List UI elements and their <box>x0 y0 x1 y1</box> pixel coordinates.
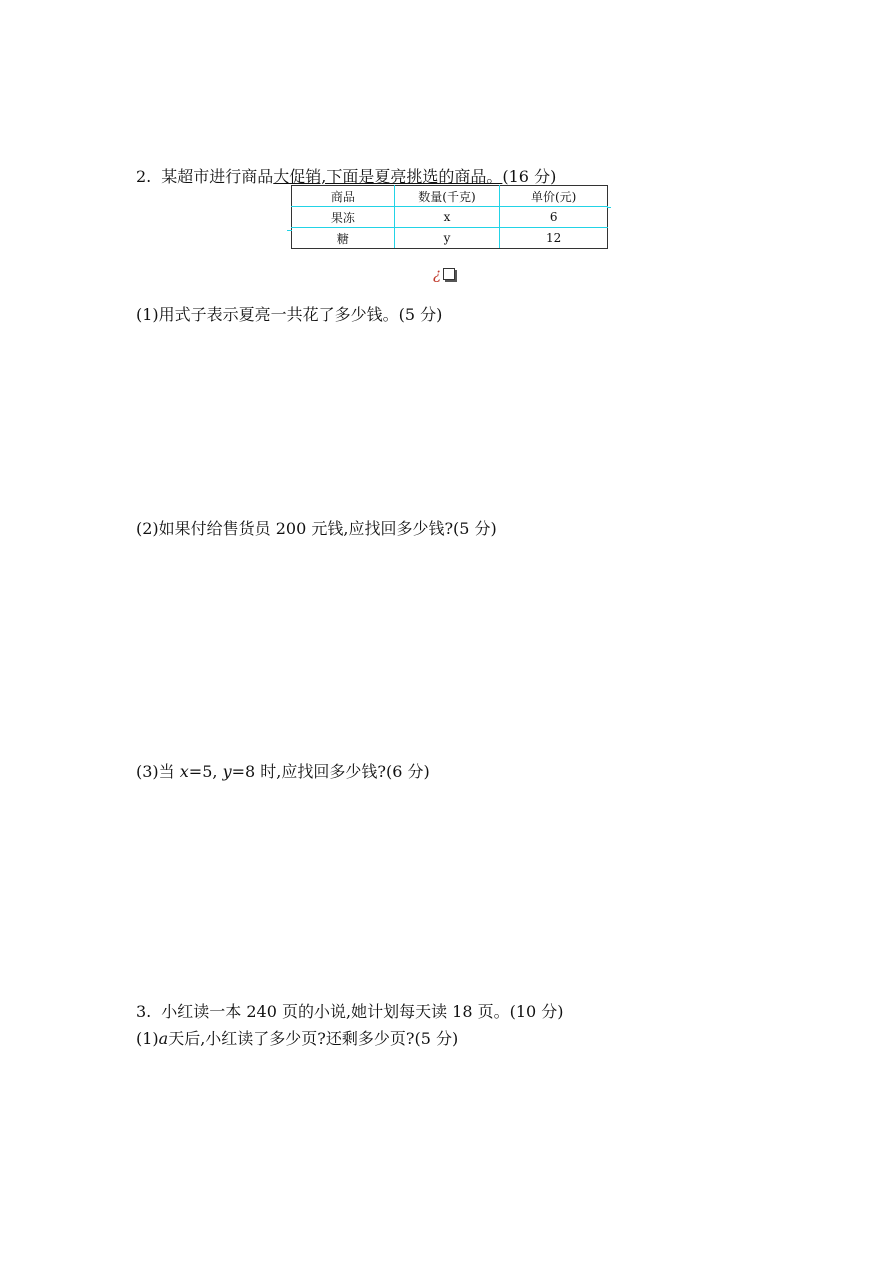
table-cell: y <box>394 228 500 249</box>
sub-question-2: (2)如果付给售货员 200 元钱,应找回多少钱?(5 分) <box>136 519 497 538</box>
question-text: 小红读一本 240 页的小说,她计划每天读 18 页。(10 分) <box>161 1002 564 1021</box>
question-number: 2. <box>136 167 152 186</box>
question-text-prefix: 某超市进行商品 <box>161 167 274 186</box>
question-3-heading <box>136 1002 564 1022</box>
question-2-heading <box>136 167 556 187</box>
table-header-cell: 单价(元) <box>500 186 608 207</box>
sub-question-3 <box>136 762 430 782</box>
table-cell: 糖 <box>292 228 395 249</box>
table-header-cell: 数量(千克) <box>394 186 500 207</box>
table-row <box>292 228 608 249</box>
variable-a: a <box>158 1029 169 1048</box>
table-cell: 果冻 <box>292 207 395 228</box>
question-3-sub-question-1 <box>136 1029 458 1049</box>
goods-table <box>291 185 608 249</box>
table-cell: 6 <box>500 207 608 228</box>
table-cell: 12 <box>500 228 608 249</box>
table-line-extension-right <box>607 207 611 208</box>
inverted-question-mark: ¿ <box>433 265 442 283</box>
sub-question-3-prefix: (3)当 <box>136 762 180 781</box>
question-score: (16 分) <box>502 167 557 186</box>
sub-question-suffix: 天后,小红读了多少页?还剩多少页?(5 分) <box>168 1029 459 1048</box>
square-box-icon <box>443 268 455 280</box>
question-text-underlined: 大促销,下面是夏亮挑选的商品。 <box>273 167 503 186</box>
table-row <box>292 207 608 228</box>
variable-y: y <box>222 762 232 781</box>
glyph-mark <box>433 265 455 283</box>
table-header-row <box>292 186 608 207</box>
table-cell: x <box>394 207 500 228</box>
table-line-extension-left <box>287 230 292 231</box>
sub-question-1: (1)用式子表示夏亮一共花了多少钱。(5 分) <box>136 305 443 324</box>
sub-question-3-mid: =5, <box>188 762 223 781</box>
table-header-cell: 商品 <box>292 186 395 207</box>
question-number: 3. <box>136 1002 152 1021</box>
sub-question-prefix: (1) <box>136 1029 159 1048</box>
variable-x: x <box>179 762 189 781</box>
sub-question-3-suffix: =8 时,应找回多少钱?(6 分) <box>231 762 430 781</box>
